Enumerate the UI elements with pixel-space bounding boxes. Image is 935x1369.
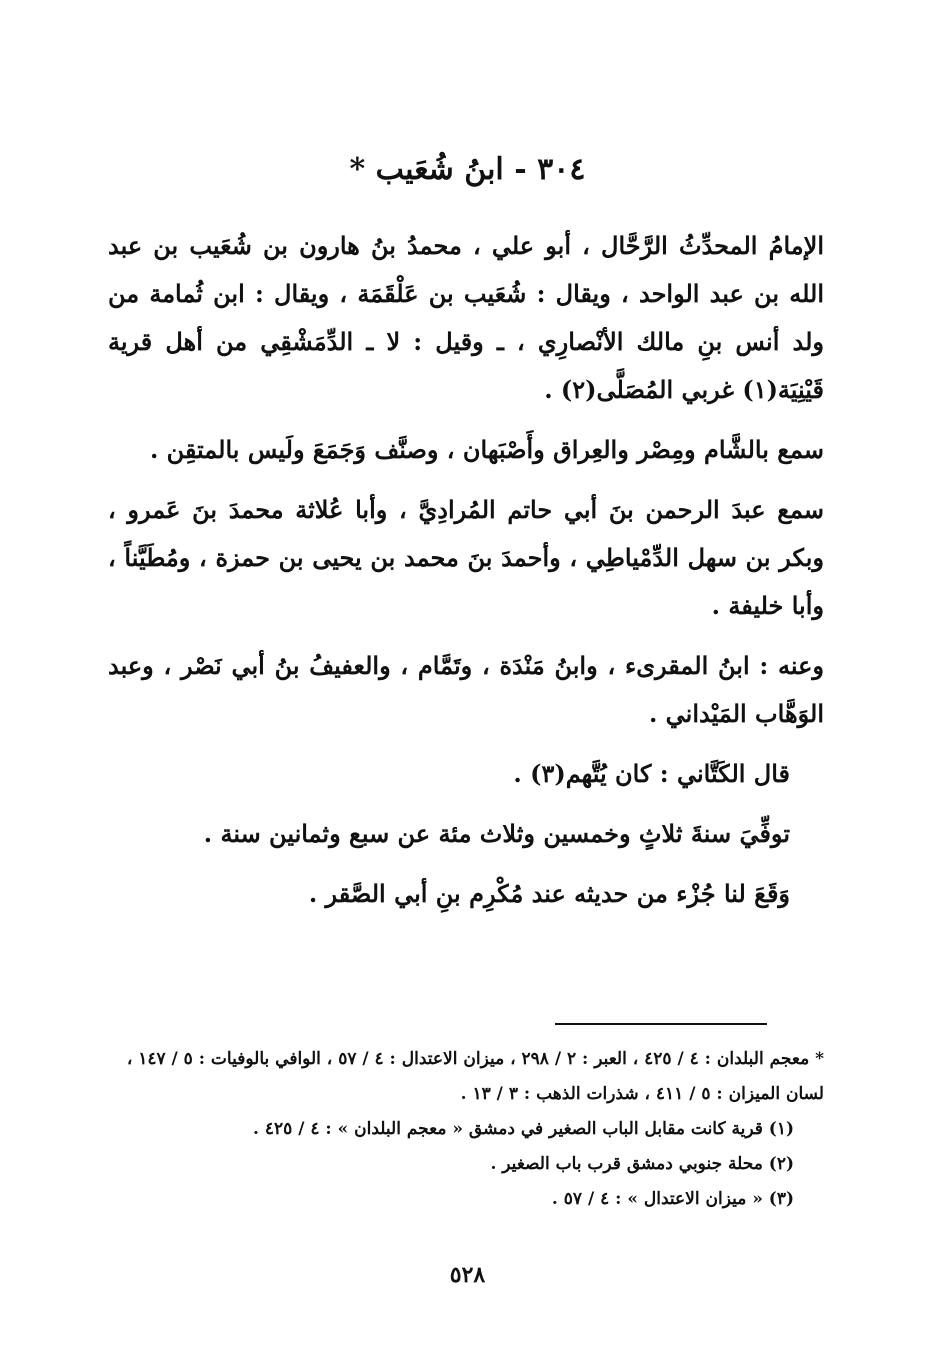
footnote-1: (١) قرية كانت مقابل الباب الصغير في دمشق « معجم البلدان » : ٤ / ٤٢٥ . (253, 1119, 794, 1139)
footnote-3: (٣) « ميزان الاعتدال » : ٤ / ٥٧ . (551, 1189, 794, 1209)
footnote-sources: * معجم البلدان : ٤ / ٤٢٥ ، العبر : ٢ / ٢٩٨ ، ميزان الاعتدال : ٤ / ٥٧ ، الوافي بالوفيات : ٥ / ١٤٧ ، لسان الميزان : ٥ / ٤١١ ، شذرات الذهب : ٣ / ١٣ . (126, 1049, 824, 1104)
paragraph-biography: الإمامُ المحدِّثُ الرَّحَّال ، أبو علي ، محمدُ بنُ هارون بن شُعَيب بن عبد الله بن عبد الواحد ، ويقال : شُعَيب بن عَلْقَمَة ، ويقال : ابن ثُمامة من ولد أنس بنِ مالك الأنْصارِي ، ـ وقيل : لا ـ الدِّمَشْقِي من أهل قرية قَيْنِيَة(١) غربي المُصَلَّى(٢) . (108, 231, 825, 404)
footnotes (108, 1042, 824, 1217)
paragraph-students: وعنه : ابنُ المقرىء ، وابنُ مَنْدَة ، وتَمَّام ، والعفيفُ بنُ أبي نَصْر ، وعبد الوَهَّاب المَيْداني . (108, 651, 824, 728)
entry-body (108, 222, 824, 918)
paragraph-kattani: قال الكَتَّاني : كان يُتَّهم(٣) . (513, 759, 790, 788)
entry-title: ٣٠٤ - ابنُ شُعَيب * (349, 152, 586, 187)
paragraph-travels: سمع بالشَّام ومِصْر والعِراق وأَصْبَهان ، وصنَّف وَجَمَعَ ولَيس بالمتقِن . (149, 435, 824, 464)
footnote-divider (555, 1023, 767, 1025)
paragraph-teachers: سمع عبدَ الرحمن بنَ أبي حاتم المُرادِيَّ ، وأبا عُلاثة محمدَ بنَ عَمرو ، وبكر بن سهل الدِّمْياطِي ، وأحمدَ بنَ محمد بن يحيى بن حمزة ، ومُطَيَّناً ، وأبا خليفة . (108, 495, 824, 620)
paragraph-juz: وَقَعَ لنا جُزْء من حديثه عند مُكْرِم بنِ أبي الصَّقر . (308, 879, 790, 908)
footnote-2: (٢) محلة جنوبي دمشق قرب باب الصغير . (490, 1154, 794, 1174)
page-number: ٥٢٨ (449, 1262, 486, 1288)
paragraph-death: توفِّيَ سنةَ ثلاثٍ وخمسين وثلاث مئة عن سبع وثمانين سنة . (203, 819, 790, 848)
